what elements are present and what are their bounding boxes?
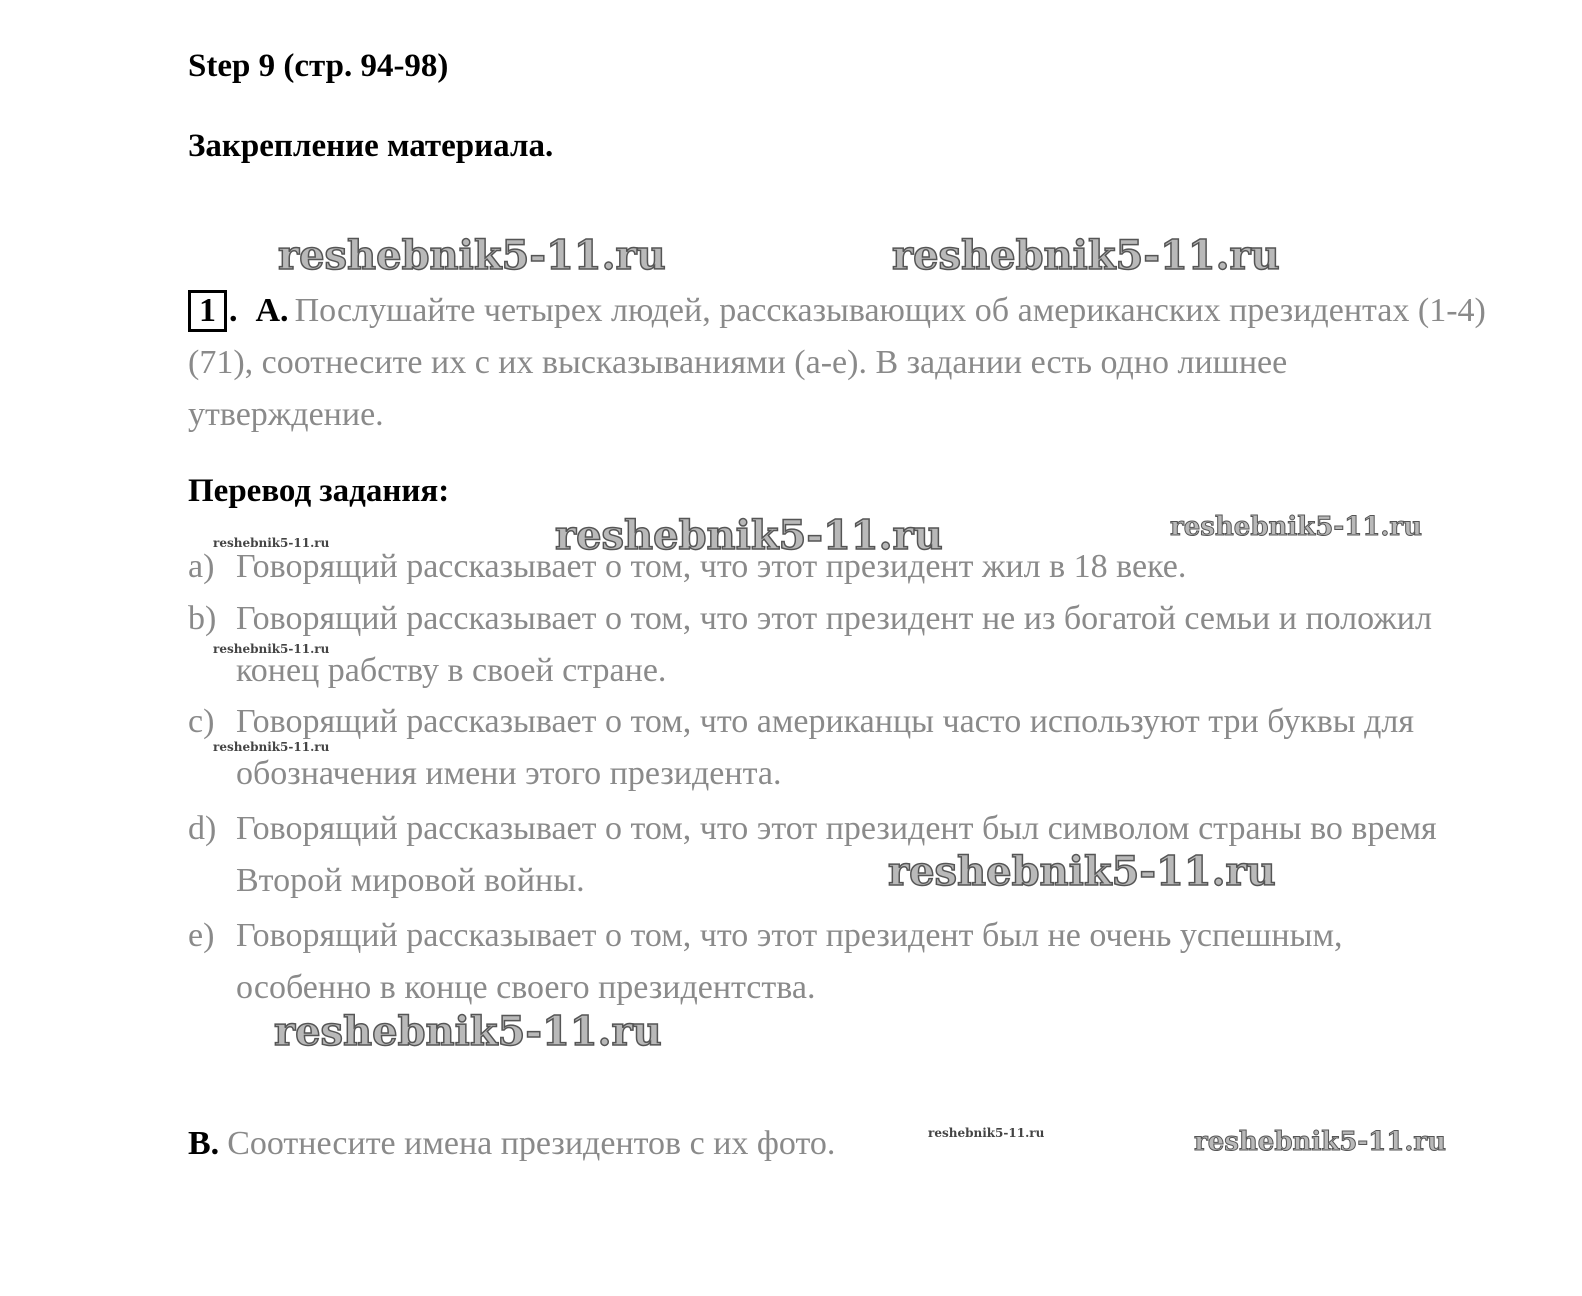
watermark: reshebnik5-11.ru: [555, 512, 943, 559]
watermark: reshebnik5-11.ru: [892, 232, 1280, 279]
item-text: Говорящий рассказывает о том, что этот президент был символом страны во время Второй мировой войны.: [236, 810, 1437, 899]
item-letter: c): [188, 703, 215, 740]
step-title: Step 9 (стр. 94-98): [188, 48, 449, 84]
item-text: Говорящий рассказывает о том, что американцы часто используют три буквы для обозначения имени этого президента.: [236, 703, 1415, 792]
watermark: reshebnik5-11.ru: [1194, 1127, 1447, 1157]
watermark: reshebnik5-11.ru: [888, 848, 1276, 895]
watermark: reshebnik5-11.ru: [1170, 512, 1423, 542]
task-a-paragraph: [188, 285, 1488, 441]
task-number-dot: .: [229, 292, 238, 329]
task-number-box: 1: [188, 290, 227, 332]
task-b-letter: B.: [188, 1125, 220, 1162]
item-text: Говорящий рассказывает о том, что этот президент был не очень успешным, особенно в конце своего президентства.: [236, 917, 1343, 1006]
item-letter: d): [188, 810, 217, 847]
task-a-text: Послушайте четырех людей, рассказывающих об американских президентах (1-4) (71), соотнесите их с их высказываниями (a-e). В задании есть одно лишнее утверждение.: [188, 292, 1486, 433]
item-letter: e): [188, 917, 215, 954]
list-item-d: [188, 803, 1478, 907]
list-item-b: [188, 593, 1478, 697]
list-item-c: [188, 696, 1478, 800]
task-a-letter: A.: [255, 292, 289, 329]
list-item-a: [188, 541, 1478, 593]
list-item-e: [188, 910, 1478, 1014]
item-text: Говорящий рассказывает о том, что этот президент не из богатой семьи и положил конец рабству в своей стране.: [236, 600, 1432, 689]
watermark-small: reshebnik5-11.ru: [213, 740, 330, 754]
watermark: reshebnik5-11.ru: [278, 232, 666, 279]
watermark: reshebnik5-11.ru: [274, 1008, 662, 1055]
task-b-text: Соотнесите имена президентов с их фото.: [227, 1125, 836, 1162]
section-title: Закрепление материала.: [188, 128, 554, 164]
watermark-small: reshebnik5-11.ru: [213, 642, 330, 656]
item-text: Говорящий рассказывает о том, что этот президент жил в 18 веке.: [236, 548, 1187, 585]
translation-title: Перевод задания:: [188, 473, 450, 509]
item-letter: a): [188, 548, 215, 585]
task-b: [188, 1125, 835, 1163]
watermark-small: reshebnik5-11.ru: [213, 536, 330, 550]
watermark-small: reshebnik5-11.ru: [928, 1126, 1045, 1140]
item-letter: b): [188, 600, 217, 637]
